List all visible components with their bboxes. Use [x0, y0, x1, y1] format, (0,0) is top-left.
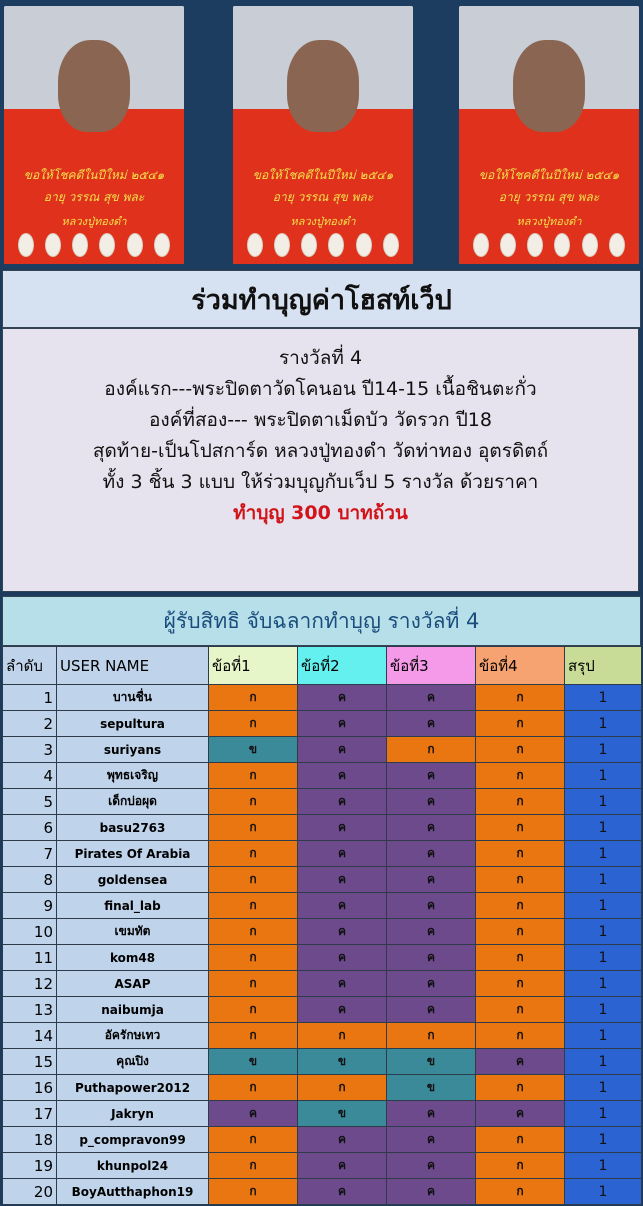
winners-table [2, 646, 642, 1205]
photo-caption-1: ขอให้โชคดีในปีใหม่ ๒๕๔๑ [478, 168, 620, 182]
answer-cell: ค [476, 1049, 565, 1075]
answer-cell: ก [209, 1153, 298, 1179]
answer-cell: ก [476, 789, 565, 815]
table-row [3, 789, 642, 815]
answer-cell: ก [298, 1075, 387, 1101]
answer-cell: ค [387, 867, 476, 893]
answer-cell: ก [209, 1127, 298, 1153]
answer-cell: ก [209, 893, 298, 919]
table-row [3, 711, 642, 737]
table-row [3, 763, 642, 789]
column-header: ข้อที่1 [209, 647, 298, 685]
table-row [3, 1179, 642, 1205]
table-row [3, 1023, 642, 1049]
row-number: 19 [3, 1153, 57, 1179]
answer-cell: ก [476, 867, 565, 893]
answer-cell: ค [298, 1127, 387, 1153]
photo-strip [0, 0, 643, 268]
user-name: basu2763 [57, 815, 209, 841]
monk-postcard-photo [459, 6, 639, 264]
answer-cell: ค [387, 945, 476, 971]
user-name: kom48 [57, 945, 209, 971]
answer-cell: ก [476, 919, 565, 945]
row-number: 14 [3, 1023, 57, 1049]
answer-cell: ก [476, 841, 565, 867]
user-name: suriyans [57, 737, 209, 763]
answer-cell: ค [298, 789, 387, 815]
answer-cell: ก [209, 971, 298, 997]
answer-cell: ก [209, 763, 298, 789]
summary-cell: 1 [565, 1101, 642, 1127]
user-name: sepultura [57, 711, 209, 737]
answer-cell: ค [387, 841, 476, 867]
summary-cell: 1 [565, 1179, 642, 1205]
user-name: เขมทัต [57, 919, 209, 945]
user-name: p_compravon99 [57, 1127, 209, 1153]
monk-postcard-photo [233, 6, 413, 264]
answer-cell: ค [387, 815, 476, 841]
user-name: Puthapower2012 [57, 1075, 209, 1101]
answer-cell: ค [298, 711, 387, 737]
answer-cell: ก [387, 1023, 476, 1049]
page-title: ร่วมทำบุญค่าโฮสท์เว็ป [2, 270, 641, 328]
answer-cell: ค [298, 893, 387, 919]
answer-cell: ข [387, 1049, 476, 1075]
answer-cell: ค [298, 971, 387, 997]
answer-cell: ค [298, 919, 387, 945]
answer-cell: ก [476, 971, 565, 997]
answer-cell: ก [298, 1023, 387, 1049]
answer-cell: ก [209, 1179, 298, 1205]
answer-cell: ค [209, 1101, 298, 1127]
price-line: ทำบุญ 300 บาทถ้วน [233, 502, 408, 524]
photo-caption-1: ขอให้โชคดีในปีใหม่ ๒๕๔๑ [252, 168, 394, 182]
answer-cell: ค [387, 1153, 476, 1179]
user-name: เด็กบ่อผุด [57, 789, 209, 815]
answer-cell: ค [298, 945, 387, 971]
prize-line: รางวัลที่ 4 [278, 347, 363, 369]
row-number: 18 [3, 1127, 57, 1153]
answer-cell: ก [476, 1075, 565, 1101]
table-row [3, 685, 642, 711]
table-row [3, 1049, 642, 1075]
user-name: Jakryn [57, 1101, 209, 1127]
answer-cell: ค [298, 867, 387, 893]
answer-cell: ค [387, 997, 476, 1023]
table-row [3, 945, 642, 971]
answer-cell: ก [209, 841, 298, 867]
answer-cell: ก [476, 893, 565, 919]
table-row [3, 1153, 642, 1179]
table-row [3, 815, 642, 841]
answer-cell: ก [209, 685, 298, 711]
monk-postcard-photo [4, 6, 184, 264]
summary-cell: 1 [565, 893, 642, 919]
answer-cell: ก [209, 711, 298, 737]
photo-caption-2: อายุ วรรณ สุข พละ [498, 190, 600, 204]
photo-caption-2: อายุ วรรณ สุข พละ [43, 190, 145, 204]
summary-cell: 1 [565, 971, 642, 997]
answer-cell: ก [209, 1023, 298, 1049]
photo-caption-1: ขอให้โชคดีในปีใหม่ ๒๕๔๑ [23, 168, 165, 182]
row-number: 12 [3, 971, 57, 997]
answer-cell: ค [476, 1101, 565, 1127]
answer-cell: ค [387, 789, 476, 815]
answer-cell: ค [387, 1179, 476, 1205]
answer-cell: ค [387, 1101, 476, 1127]
table-row [3, 737, 642, 763]
answer-cell: ก [209, 919, 298, 945]
table-row [3, 997, 642, 1023]
summary-cell: 1 [565, 867, 642, 893]
answer-cell: ค [387, 1127, 476, 1153]
answer-cell: ก [209, 815, 298, 841]
table-row [3, 1101, 642, 1127]
answer-cell: ก [476, 711, 565, 737]
row-number: 8 [3, 867, 57, 893]
user-name: goldensea [57, 867, 209, 893]
table-title: ผู้รับสิทธิ จับฉลากทำบุญ รางวัลที่ 4 [2, 596, 641, 646]
answer-cell: ข [209, 1049, 298, 1075]
answer-cell: ค [298, 685, 387, 711]
summary-cell: 1 [565, 1153, 642, 1179]
user-name: final_lab [57, 893, 209, 919]
row-number: 1 [3, 685, 57, 711]
summary-cell: 1 [565, 1023, 642, 1049]
summary-cell: 1 [565, 789, 642, 815]
row-number: 3 [3, 737, 57, 763]
answer-cell: ก [476, 763, 565, 789]
summary-cell: 1 [565, 711, 642, 737]
answer-cell: ก [476, 1127, 565, 1153]
answer-cell: ก [387, 737, 476, 763]
summary-cell: 1 [565, 815, 642, 841]
answer-cell: ค [298, 737, 387, 763]
table-row [3, 867, 642, 893]
row-number: 20 [3, 1179, 57, 1205]
summary-cell: 1 [565, 945, 642, 971]
answer-cell: ค [387, 919, 476, 945]
summary-cell: 1 [565, 1075, 642, 1101]
row-number: 11 [3, 945, 57, 971]
answer-cell: ก [476, 997, 565, 1023]
row-number: 2 [3, 711, 57, 737]
user-name: Pirates Of Arabia [57, 841, 209, 867]
answer-cell: ก [476, 1179, 565, 1205]
user-name: BoyAutthaphon19 [57, 1179, 209, 1205]
answer-cell: ข [387, 1075, 476, 1101]
column-header: USER NAME [57, 647, 209, 685]
summary-cell: 1 [565, 1127, 642, 1153]
column-header: สรุป [565, 647, 642, 685]
summary-cell: 1 [565, 997, 642, 1023]
answer-cell: ข [209, 737, 298, 763]
table-row [3, 1075, 642, 1101]
row-number: 15 [3, 1049, 57, 1075]
column-header: ข้อที่3 [387, 647, 476, 685]
table-header-row [3, 647, 642, 685]
answer-cell: ค [298, 815, 387, 841]
prize-line: องค์ที่สอง--- พระปิดตาเม็ดบัว วัดรวก ปี18 [149, 409, 492, 431]
user-name: อัครักษเทว [57, 1023, 209, 1049]
summary-cell: 1 [565, 1049, 642, 1075]
column-header: ลำดับ [3, 647, 57, 685]
table-row [3, 841, 642, 867]
row-number: 17 [3, 1101, 57, 1127]
answer-cell: ก [209, 789, 298, 815]
user-name: คุณปิง [57, 1049, 209, 1075]
row-number: 4 [3, 763, 57, 789]
answer-cell: ก [476, 685, 565, 711]
prize-line: ทั้ง 3 ชิ้น 3 แบบ ให้ร่วมบุญกับเว็ป 5 รางวัล ด้วยราคา [102, 471, 539, 493]
row-number: 5 [3, 789, 57, 815]
answer-cell: ค [387, 971, 476, 997]
summary-cell: 1 [565, 763, 642, 789]
user-name: ASAP [57, 971, 209, 997]
answer-cell: ข [298, 1049, 387, 1075]
row-number: 7 [3, 841, 57, 867]
photo-caption-3: หลวงปู่ทองดำ [516, 215, 582, 228]
row-number: 16 [3, 1075, 57, 1101]
answer-cell: ค [298, 1153, 387, 1179]
summary-cell: 1 [565, 919, 642, 945]
answer-cell: ค [387, 711, 476, 737]
summary-cell: 1 [565, 685, 642, 711]
row-number: 6 [3, 815, 57, 841]
prize-description [2, 328, 639, 592]
row-number: 10 [3, 919, 57, 945]
answer-cell: ค [387, 893, 476, 919]
answer-cell: ค [298, 763, 387, 789]
answer-cell: ก [476, 1023, 565, 1049]
prize-line: องค์แรก---พระปิดตาวัดโคนอน ปี14-15 เนื้อชินตะกั่ว [104, 378, 537, 400]
user-name: บานชื่น [57, 685, 209, 711]
row-number: 9 [3, 893, 57, 919]
answer-cell: ค [387, 685, 476, 711]
user-name: พุทธเจริญ [57, 763, 209, 789]
summary-cell: 1 [565, 737, 642, 763]
table-row [3, 971, 642, 997]
table-row [3, 893, 642, 919]
answer-cell: ก [476, 1153, 565, 1179]
user-name: naibumja [57, 997, 209, 1023]
answer-cell: ก [476, 815, 565, 841]
answer-cell: ข [298, 1101, 387, 1127]
answer-cell: ก [209, 997, 298, 1023]
answer-cell: ค [387, 763, 476, 789]
user-name: khunpol24 [57, 1153, 209, 1179]
answer-cell: ค [298, 1179, 387, 1205]
answer-cell: ก [209, 1075, 298, 1101]
table-row [3, 919, 642, 945]
table-row [3, 1127, 642, 1153]
prize-line: สุดท้าย-เป็นโปสการ์ด หลวงปู่ทองดำ วัดท่าทอง อุตรดิตถ์ [92, 440, 549, 462]
photo-caption-3: หลวงปู่ทองดำ [290, 215, 356, 228]
column-header: ข้อที่4 [476, 647, 565, 685]
summary-cell: 1 [565, 841, 642, 867]
answer-cell: ค [298, 997, 387, 1023]
answer-cell: ก [476, 737, 565, 763]
answer-cell: ค [298, 841, 387, 867]
row-number: 13 [3, 997, 57, 1023]
photo-caption-2: อายุ วรรณ สุข พละ [272, 190, 374, 204]
answer-cell: ก [209, 867, 298, 893]
photo-caption-3: หลวงปู่ทองดำ [61, 215, 127, 228]
answer-cell: ก [209, 945, 298, 971]
answer-cell: ก [476, 945, 565, 971]
column-header: ข้อที่2 [298, 647, 387, 685]
